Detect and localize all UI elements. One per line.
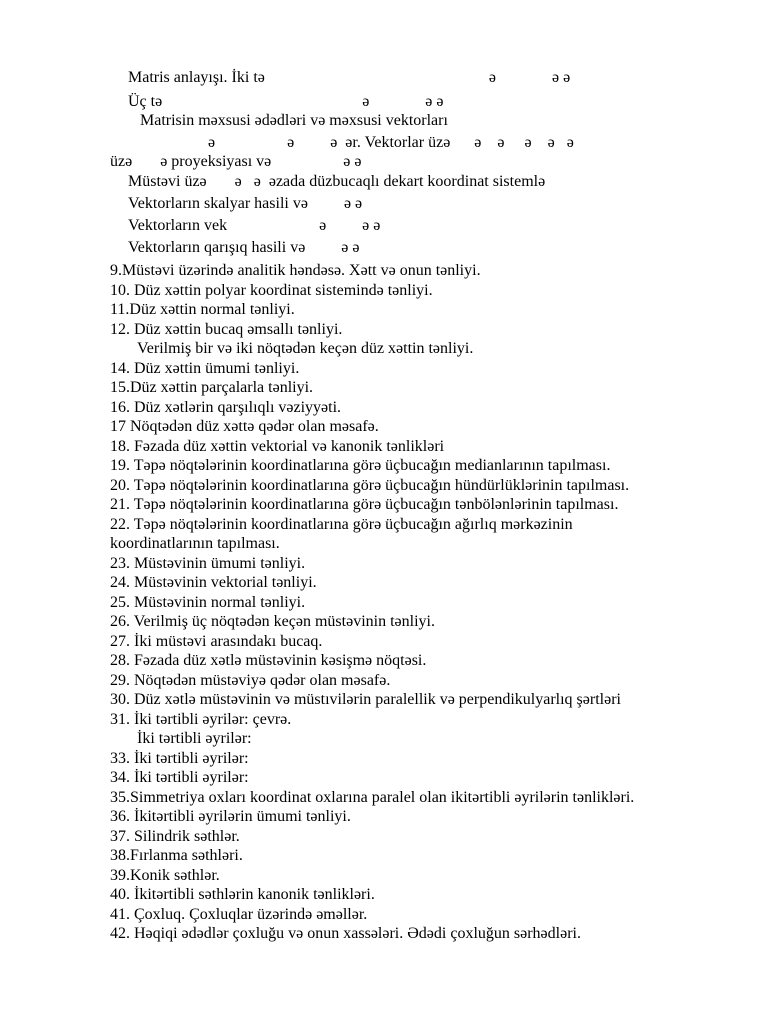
list-item: 25. Müstəvinin normal tənliyi. (110, 594, 306, 611)
text-line: üzə ə proyeksiyası və ə ə (110, 153, 362, 170)
text-line: Vektorların vek ə ə ə (128, 217, 381, 234)
list-item: 41. Çoxluq. Çoxluqlar üzərində əməllər. (110, 906, 368, 923)
list-item: 35.Simmetriya oxları koordinat oxlarına paralel olan ikitərtibli əyrilərin tənlikləri. (110, 789, 635, 806)
list-item: 36. İkitərtibli əyrilərin ümumi tənliyi. (110, 808, 351, 825)
text-line: Üç tə ə ə ə (128, 93, 444, 110)
list-item: 22. Təpə nöqtələrinin koordinatlarına görə üçbucağın ağırlıq mərkəzinin (110, 516, 573, 533)
list-item: 31. İki tərtibli əyrilər: çevrə. (110, 711, 292, 728)
list-item: 14. Düz xəttin ümumi tənliyi. (110, 360, 300, 377)
list-item: 23. Müstəvinin ümumi tənliyi. (110, 555, 306, 572)
list-item: 30. Düz xətlə müstəvinin və müstıvilərin paralellik və perpendikulyarlıq şərtləri (110, 691, 621, 708)
text-line: Müstəvi üzə ə ə əzada düzbucaqlı dekart koordinat sistemlə (128, 173, 546, 190)
list-item: 28. Fəzada düz xətlə müstəvinin kəsişmə nöqtəsi. (110, 652, 427, 669)
list-item: 34. İki tərtibli əyrilər: (110, 769, 249, 786)
text-line: ə ə ə ər. Vektorlar üzə ə ə ə ə ə (128, 134, 574, 151)
list-item: 11.Düz xəttin normal tənliyi. (110, 301, 295, 318)
list-item: 12. Düz xəttin bucaq əmsallı tənliyi. (110, 321, 343, 338)
list-item: 18. Fəzada düz xəttin vektorial və kanonik tənlikləri (110, 438, 445, 455)
list-item: 19. Təpə nöqtələrinin koordinatlarına görə üçbucağın medianlarının tapılması. (110, 457, 611, 474)
list-item: 38.Fırlanma səthləri. (110, 847, 243, 864)
list-item: 9.Müstəvi üzərində analitik həndəsə. Xətt və onun tənliyi. (110, 262, 481, 279)
list-item: 21. Təpə nöqtələrinin koordinatlarına görə üçbucağın tənbölənlərinin tapılması. (110, 496, 619, 513)
list-item: koordinatlarının tapılması. (110, 535, 280, 552)
list-item: 29. Nöqtədən müstəviyə qədər olan məsafə. (110, 672, 391, 689)
list-item: 27. İki müstəvi arasındakı bucaq. (110, 633, 323, 650)
list-item: 37. Silindrik səthlər. (110, 828, 240, 845)
list-item: 17 Nöqtədən düz xəttə qədər olan məsafə. (110, 418, 379, 435)
text-line: Vektorların skalyar hasili və ə ə (128, 195, 363, 212)
text-line: Matris anlayışı. İki tə ə ə ə (128, 69, 571, 86)
list-item: 39.Konik səthlər. (110, 867, 220, 884)
list-item: 26. Verilmiş üç nöqtədən keçən müstəvinin tənliyi. (110, 613, 435, 630)
list-item: 40. İkitərtibli səthlərin kanonik tənlikləri. (110, 886, 375, 903)
text-line: Vektorların qarışıq hasili və ə ə (128, 239, 360, 256)
list-item: 33. İki tərtibli əyrilər: (110, 750, 249, 767)
text-line: Matrisin məxsusi ədədləri və məxsusi vektorları (136, 112, 448, 129)
list-item: 16. Düz xətlərin qarşılıqlı vəziyyəti. (110, 399, 342, 416)
list-item: 10. Düz xəttin polyar koordinat sistemində tənliyi. (110, 282, 433, 299)
list-item: 20. Təpə nöqtələrinin koordinatlarına görə üçbucağın hündürlüklərinin tapılması. (110, 477, 630, 494)
list-item: 42. Həqiqi ədədlər çoxluğu və onun xassələri. Ədədi çoxluğun sərhədləri. (110, 925, 581, 942)
list-item: İki tərtibli əyrilər: (137, 730, 252, 747)
list-item: Verilmiş bir və iki nöqtədən keçən düz xəttin tənliyi. (137, 340, 474, 357)
list-item: 24. Müstəvinin vektorial tənliyi. (110, 574, 317, 591)
list-item: 15.Düz xəttin parçalarla tənliyi. (110, 379, 314, 396)
